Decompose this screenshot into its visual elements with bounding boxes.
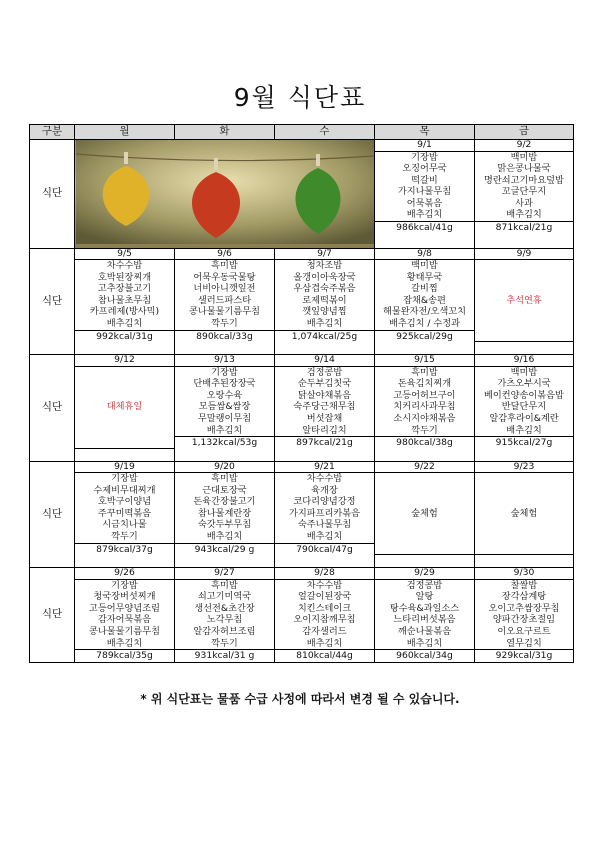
menu-item: 백미밥 xyxy=(510,366,538,378)
menu-item: 기장밥 xyxy=(411,151,438,163)
menu-item: 배추김치 xyxy=(206,531,243,543)
menu-item: 흑미밥 xyxy=(411,366,438,378)
day-date: 9/2 xyxy=(475,140,573,152)
kcal-value: 980kcal/38g xyxy=(375,436,474,449)
day-date: 9/14 xyxy=(275,355,374,367)
header-category: 구분 xyxy=(30,125,75,140)
day-cell xyxy=(375,248,475,355)
menu-item: 콩나물물기름무침 xyxy=(88,625,160,637)
menu-item: 샐러드파스타 xyxy=(197,294,252,306)
menu-item: 해물완자전/오색꼬치 xyxy=(383,306,466,318)
row-label: 식단 xyxy=(30,461,75,568)
menu-item: 감자샐러드 xyxy=(302,625,347,637)
menu-item: 배추김치 xyxy=(506,424,542,436)
day-cell xyxy=(475,568,574,663)
day-cell xyxy=(375,461,475,568)
menu-item: 검정콩밥 xyxy=(406,579,443,591)
day-cell xyxy=(75,355,175,462)
menu-item: 버섯잡채 xyxy=(306,412,343,424)
menu-item: 가지파프리카볶음 xyxy=(288,507,360,519)
menu-item: 알감자허브조림 xyxy=(193,625,256,637)
day-date: 9/1 xyxy=(375,140,474,152)
menu-item: 배추김치 xyxy=(306,637,343,649)
menu-item: 수제비무대찌개 xyxy=(93,484,156,496)
menu-item: 노각무침 xyxy=(206,614,243,626)
row-label: 식단 xyxy=(30,248,75,355)
header-row xyxy=(30,125,574,140)
menu-item: 올갱이아욱장국 xyxy=(293,271,356,283)
menu-item: 오이지참깨무침 xyxy=(293,614,356,626)
menu-item: 돈육간장불고기 xyxy=(193,496,256,508)
menu-item: 돈육김치찌개 xyxy=(397,378,452,390)
day-cell xyxy=(75,568,175,663)
week-row xyxy=(30,568,574,663)
day-date: 9/28 xyxy=(275,568,374,580)
day-cell xyxy=(375,140,475,249)
day-date: 9/20 xyxy=(175,462,274,474)
day-date: 9/9 xyxy=(475,249,573,261)
menu-item: 잡채&송편 xyxy=(403,294,446,306)
menu-item: 떡갈비 xyxy=(411,174,438,186)
menu-item: 순두부김칫국 xyxy=(297,378,352,390)
menu-item: 생선전&초간장 xyxy=(194,602,255,614)
menu-item: 청차조밥 xyxy=(306,260,343,272)
menu-item: 기장밥 xyxy=(211,366,238,378)
menu-item: 깻잎양념찜 xyxy=(302,306,347,318)
special-note: 숲체험 xyxy=(510,507,538,519)
menu-item: 카프레제(방사믹) xyxy=(89,306,160,318)
menu-item: 느타리버섯볶음 xyxy=(393,614,456,626)
menu-item: 차수수밥 xyxy=(306,579,343,591)
kcal-value: 790kcal/47g xyxy=(275,543,374,556)
menu-item: 호박구이양념 xyxy=(97,496,152,508)
menu-item: 반달단무지 xyxy=(501,401,547,413)
menu-item: 흑미밥 xyxy=(211,260,238,272)
menu-item: 열무김치 xyxy=(506,637,542,649)
menu-item: 콩나물물기름무침 xyxy=(188,306,260,318)
kcal-value: 929kcal/31g xyxy=(475,649,573,662)
menu-item: 얼갈이된장국 xyxy=(297,591,352,603)
day-date: 9/15 xyxy=(375,355,474,367)
kcal-value: 789kcal/35g xyxy=(75,649,174,662)
kcal-value: 879kcal/37g xyxy=(75,543,174,556)
menu-item: 너비아니깻잎전 xyxy=(193,283,256,295)
menu-item: 숙주당근채무침 xyxy=(293,401,356,413)
day-cell xyxy=(175,568,275,663)
menu-item: 꼬글단무지 xyxy=(501,186,547,198)
menu-item: 모듬쌈&쌈장 xyxy=(198,401,251,413)
menu-table xyxy=(29,124,574,663)
day-cell xyxy=(175,355,275,462)
menu-item: 우삼겹숙주볶음 xyxy=(293,283,356,295)
menu-item: 배추김치 xyxy=(106,637,143,649)
page-title: 9월 식단표 xyxy=(233,83,367,112)
menu-item: 배추김치 / 수정과 xyxy=(388,318,461,330)
kcal-value: 871kcal/21g xyxy=(475,221,573,234)
menu-item: 고등어무양념조림 xyxy=(88,602,160,614)
menu-item: 양파간장초절임 xyxy=(492,614,556,626)
menu-item: 가지나물무침 xyxy=(397,186,452,198)
menu-item: 흑미밥 xyxy=(211,473,238,485)
day-cell xyxy=(475,461,574,568)
menu-item: 호박된장찌개 xyxy=(97,271,152,283)
menu-item: 오이고추쌈장무침 xyxy=(488,602,560,614)
day-date: 9/22 xyxy=(375,462,474,474)
menu-item: 고추장불고기 xyxy=(97,283,152,295)
day-date: 9/16 xyxy=(475,355,573,367)
menu-item: 치킨스테이크 xyxy=(297,602,352,614)
day-date: 9/23 xyxy=(475,462,573,474)
menu-item: 갈비찜 xyxy=(411,283,438,295)
menu-item: 이오요구르트 xyxy=(497,625,551,637)
day-cell xyxy=(275,355,375,462)
menu-item: 주꾸미떡볶음 xyxy=(97,507,152,519)
menu-item: 어묵볶음 xyxy=(406,197,443,209)
menu-item: 장각삼계탕 xyxy=(501,591,547,603)
menu-item: 단배추된장장국 xyxy=(193,378,256,390)
menu-item: 백미밥 xyxy=(411,260,438,272)
kcal-value xyxy=(475,554,573,567)
menu-item: 로제떡볶이 xyxy=(302,294,347,306)
menu-item: 육개장 xyxy=(311,484,338,496)
day-date: 9/26 xyxy=(75,568,174,580)
day-date: 9/29 xyxy=(375,568,474,580)
day-date: 9/27 xyxy=(175,568,274,580)
kcal-value: 915kcal/27g xyxy=(475,436,573,449)
kcal-value: 931kcal/31 g xyxy=(175,649,274,662)
menu-item: 기장밥 xyxy=(111,473,138,485)
day-cell xyxy=(75,461,175,568)
day-date: 9/30 xyxy=(475,568,573,580)
menu-item: 배추김치 xyxy=(406,209,443,221)
day-cell xyxy=(275,248,375,355)
menu-item: 오랑수육 xyxy=(206,389,243,401)
menu-item: 어묵우동국물탕 xyxy=(193,271,256,283)
day-cell xyxy=(175,461,275,568)
menu-item: 청국장버섯찌개 xyxy=(93,591,156,603)
day-date: 9/7 xyxy=(275,249,374,261)
menu-item: 맑은콩나물국 xyxy=(497,163,551,175)
week-row xyxy=(30,140,574,249)
day-cell xyxy=(75,248,175,355)
week-row xyxy=(30,248,574,355)
week-row xyxy=(30,461,574,568)
kcal-value: 1,132kcal/53g xyxy=(175,436,274,449)
kcal-value xyxy=(75,448,174,461)
day-date: 9/8 xyxy=(375,249,474,261)
menu-item: 깍두기 xyxy=(211,637,238,649)
menu-item: 치커리사과무침 xyxy=(393,401,456,413)
kcal-value: 1,074kcal/25g xyxy=(275,330,374,343)
day-date: 9/13 xyxy=(175,355,274,367)
row-label: 식단 xyxy=(30,140,75,249)
menu-item: 숙갓두부무침 xyxy=(197,519,252,531)
menu-item: 가츠오부시국 xyxy=(497,378,551,390)
menu-item: 알타리김치 xyxy=(302,424,347,436)
header-tuesday: 화 xyxy=(175,125,275,140)
menu-item: 참나물초무침 xyxy=(97,294,152,306)
special-note: 대체휴일 xyxy=(106,401,143,413)
menu-item: 차수수밥 xyxy=(306,473,343,485)
day-date: 9/21 xyxy=(275,462,374,474)
menu-item: 차수수밥 xyxy=(106,260,143,272)
special-note: 숲체험 xyxy=(411,507,438,519)
kcal-value: 992kcal/31g xyxy=(75,330,174,343)
kcal-value: 890kcal/33g xyxy=(175,330,274,343)
day-cell xyxy=(275,461,375,568)
menu-item: 백미밥 xyxy=(510,151,538,163)
menu-item: 깍두기 xyxy=(111,531,138,543)
menu-item: 찰쌀밥 xyxy=(510,579,538,591)
menu-item: 감자어묵볶음 xyxy=(97,614,152,626)
menu-item: 배추김치 xyxy=(406,637,443,649)
menu-item: 명란쇠고기마요덮밥 xyxy=(484,174,564,186)
row-label: 식단 xyxy=(30,355,75,462)
menu-item: 시금치나물 xyxy=(102,519,147,531)
kcal-value: 810kcal/44g xyxy=(275,649,374,662)
special-note: 추석연휴 xyxy=(506,294,542,306)
menu-item: 무말랭이무침 xyxy=(197,412,252,424)
menu-item: 사과 xyxy=(515,197,533,209)
week-row xyxy=(30,355,574,462)
day-cell xyxy=(475,140,574,249)
day-date: 9/12 xyxy=(75,355,174,367)
kcal-value: 925kcal/29g xyxy=(375,330,474,343)
menu-item: 검정콩밥 xyxy=(306,366,343,378)
menu-item: 배추김치 xyxy=(306,531,343,543)
kcal-value: 960kcal/34g xyxy=(375,649,474,662)
menu-item: 흑미밥 xyxy=(211,579,238,591)
footnote: * 위 식단표는 물품 수급 사정에 따라서 변경 될 수 있습니다. xyxy=(140,692,460,706)
header-friday: 금 xyxy=(475,125,574,140)
menu-item: 배추김치 xyxy=(306,318,343,330)
menu-item: 소시지야채볶음 xyxy=(393,412,456,424)
menu-item: 깍두기 xyxy=(411,424,438,436)
menu-item: 쇠고기미역국 xyxy=(197,591,252,603)
day-cell xyxy=(175,248,275,355)
day-date: 9/6 xyxy=(175,249,274,261)
day-cell xyxy=(475,248,574,355)
menu-item: 오징어무국 xyxy=(402,163,447,175)
menu-item: 근대토장국 xyxy=(202,484,247,496)
menu-item: 베이컨양송이볶음밥 xyxy=(484,389,564,401)
day-cell xyxy=(375,355,475,462)
menu-item: 황태무국 xyxy=(406,271,443,283)
kcal-value xyxy=(375,554,474,567)
menu-item: 코다리양념강정 xyxy=(293,496,356,508)
menu-item: 기장밥 xyxy=(111,579,138,591)
menu-item: 고등어허브구이 xyxy=(393,389,456,401)
menu-item: 배추김치 xyxy=(506,209,542,221)
menu-item: 숙주나물무침 xyxy=(297,519,352,531)
menu-item: 탕수육&과일소스 xyxy=(389,602,460,614)
autumn-leaves-photo xyxy=(75,140,375,249)
row-label: 식단 xyxy=(30,568,75,663)
menu-item: 배추김치 xyxy=(206,424,243,436)
menu-item: 배추김치 xyxy=(106,318,143,330)
kcal-value: 897kcal/21g xyxy=(275,436,374,449)
kcal-value: 986kcal/41g xyxy=(375,221,474,234)
day-date: 9/19 xyxy=(75,462,174,474)
day-cell xyxy=(475,355,574,462)
menu-item: 깨순나물볶음 xyxy=(397,625,452,637)
menu-item: 깍두기 xyxy=(211,318,238,330)
header-monday: 월 xyxy=(75,125,175,140)
day-cell xyxy=(375,568,475,663)
header-thursday: 목 xyxy=(375,125,475,140)
menu-item: 알감후라이&계란 xyxy=(489,412,559,424)
day-cell xyxy=(275,568,375,663)
menu-item: 참나물계란장 xyxy=(197,507,252,519)
menu-item: 닭살야채볶음 xyxy=(297,389,352,401)
autumn-leaves-image xyxy=(76,140,374,244)
day-date: 9/5 xyxy=(75,249,174,261)
menu-item: 알탕 xyxy=(415,591,434,603)
kcal-value: 943kcal/29 g xyxy=(175,543,274,556)
header-wednesday: 수 xyxy=(275,125,375,140)
kcal-value xyxy=(475,341,573,354)
